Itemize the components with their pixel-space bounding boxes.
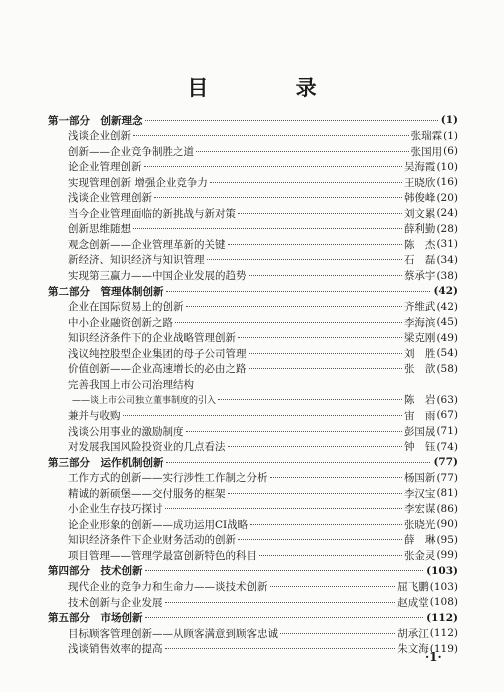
toc-page-number: (28) xyxy=(436,222,458,235)
leader-dots xyxy=(249,368,402,369)
toc-author: 彭国晟 xyxy=(403,425,436,438)
toc-title: 企业在国际贸易上的创新 xyxy=(68,301,184,314)
toc-author: 赵成堂 xyxy=(397,596,429,609)
toc-title: 完善我国上市公司治理结构 xyxy=(68,378,194,391)
toc-page-number: (95) xyxy=(436,533,458,546)
leader-dots xyxy=(228,244,402,245)
toc-title: 知识经济条件下的企业战略管理创新 xyxy=(68,332,236,345)
toc-page-number: (99) xyxy=(436,549,458,562)
toc-page-number: (71) xyxy=(436,425,458,437)
toc-page-number: (1) xyxy=(443,129,458,142)
toc-author: 钟 钰 xyxy=(403,441,436,454)
toc-title: ——谈上市公司独立董事制度的引入 xyxy=(72,396,217,407)
leader-dots xyxy=(175,322,402,323)
toc-title: 第二部分 管理体制创新 xyxy=(48,285,164,298)
toc-title: 浅谈公用事业的激励制度 xyxy=(68,425,184,438)
toc-author: 蔡承宇 xyxy=(403,270,436,282)
toc-page-number: (77) xyxy=(436,471,458,484)
leader-dots xyxy=(270,586,396,587)
toc-title: 价值创新——企业高速增长的必由之路 xyxy=(68,363,247,376)
toc-title: 小企业生存技巧探讨 xyxy=(68,503,163,516)
toc-author: 刘 胜 xyxy=(403,347,436,360)
toc-author: 刘文累 xyxy=(403,207,436,220)
toc-page-number: (86) xyxy=(436,502,458,515)
toc-page-number: (77) xyxy=(433,456,458,469)
toc-page-number: (10) xyxy=(436,160,458,173)
toc-title: 项目管理——管理学最富创新特色的科目 xyxy=(68,549,257,562)
leader-dots xyxy=(259,555,402,556)
toc-title: 对发展我国风险投资业的几点看法 xyxy=(68,441,226,454)
toc-author: 陈 岩 xyxy=(403,394,436,407)
toc-page-number: (108) xyxy=(429,596,458,609)
leader-dots xyxy=(145,617,424,618)
toc-title: 精诚的新硕堡——交付服务的框架 xyxy=(68,487,226,500)
toc-author: 张瑞霖 xyxy=(410,130,443,143)
leader-dots xyxy=(165,602,396,603)
leader-dots xyxy=(270,477,402,478)
toc-author: 胡承江 xyxy=(397,627,429,640)
leader-dots xyxy=(238,213,402,214)
toc-title: 第一部分 创新理念 xyxy=(48,114,143,127)
leader-dots xyxy=(238,539,402,540)
toc-title: 第四部分 技术创新 xyxy=(48,565,143,578)
toc-title: 论企业管理创新 xyxy=(68,161,142,174)
leader-dots xyxy=(228,446,402,447)
leader-dots xyxy=(210,182,402,183)
toc-author: 吴海霞 xyxy=(403,161,436,174)
toc-title: 当今企业管理面临的新挑战与新对策 xyxy=(68,207,236,220)
toc-page-number: (6) xyxy=(443,145,458,158)
toc-entry xyxy=(68,640,458,658)
leader-dots xyxy=(145,570,424,571)
toc-title: 浅谈销售效率的提高 xyxy=(68,643,163,656)
toc-author: 齐维武 xyxy=(403,301,436,314)
toc-page-number: (34) xyxy=(436,253,458,266)
leader-dots xyxy=(228,493,402,494)
toc-page-number: (81) xyxy=(436,487,458,500)
toc-page-number: (38) xyxy=(436,269,458,282)
toc-author: 李汉宝 xyxy=(403,487,436,500)
toc-title: 浅议纯控股型企业集团的母子公司管理 xyxy=(68,347,247,360)
leader-dots xyxy=(249,353,402,354)
toc-page-number: (103) xyxy=(429,580,458,593)
toc-title: 创新——企业竞争制胜之道 xyxy=(68,145,194,158)
toc-author: 张晓光 xyxy=(403,518,436,531)
leader-dots xyxy=(133,135,409,136)
toc-title: 中小企业融资创新之路 xyxy=(68,316,173,329)
leader-dots xyxy=(196,151,409,152)
leader-dots xyxy=(133,228,402,229)
toc-author: 梁克刚 xyxy=(403,332,436,345)
leader-dots xyxy=(280,633,395,634)
toc-author: 薛 琳 xyxy=(403,534,436,547)
leader-dots xyxy=(123,415,402,416)
toc-page-number: (63) xyxy=(436,393,458,406)
toc-author: 宙 雨 xyxy=(403,409,436,422)
toc-author: 屈飞鹏 xyxy=(397,581,429,593)
leader-dots xyxy=(144,166,402,167)
toc-author: 李海滨 xyxy=(403,316,436,329)
toc-page-number: (49) xyxy=(436,331,458,344)
toc-author: 薛利勤 xyxy=(403,223,436,236)
toc-title: 技术创新与企业发展 xyxy=(68,596,163,609)
toc-page-number: (67) xyxy=(436,409,458,422)
toc-title: 知识经济条件下企业财务活动的创新 xyxy=(68,534,236,547)
leader-dots xyxy=(238,337,402,338)
toc-page-number: (42) xyxy=(433,285,458,298)
leader-dots xyxy=(165,648,396,649)
leader-dots xyxy=(249,275,402,276)
toc-page-number: (54) xyxy=(436,347,458,360)
leader-dots xyxy=(166,291,431,292)
toc-page-number: (16) xyxy=(436,176,458,189)
leader-dots xyxy=(218,399,402,400)
toc-title: 现代企业的竞争力和生命力——谈技术创新 xyxy=(68,581,268,593)
toc-author: 杨国新 xyxy=(403,472,436,485)
toc-title: 实现管理创新 增强企业竞争力 xyxy=(68,176,208,189)
toc-page-number: (103) xyxy=(426,564,458,577)
toc-page-number: (1) xyxy=(440,114,458,126)
toc-page-number: (42) xyxy=(436,300,458,313)
toc-title: 目标顾客管理创新——从顾客满意到顾客忠诚 xyxy=(68,627,278,640)
toc-title: 浅谈企业管理创新 xyxy=(68,192,152,205)
toc-author: 李宏谋 xyxy=(403,503,436,516)
toc-page-number: (58) xyxy=(436,362,458,375)
toc-title: 实现第三赢力——中国企业发展的趋势 xyxy=(68,270,247,282)
leader-dots xyxy=(154,197,402,198)
leader-dots xyxy=(165,508,402,509)
toc-title: 观念创新——企业管理革新的关键 xyxy=(68,238,226,251)
toc-title: 论企业形象的创新——成功运用CI战略 xyxy=(68,518,249,531)
leader-dots xyxy=(166,462,431,463)
toc-page-number: (45) xyxy=(436,316,458,329)
leader-dots xyxy=(186,306,402,307)
toc-author: 王晓欣 xyxy=(403,176,436,189)
toc-author: 韩俊峰 xyxy=(403,192,436,205)
toc-page-number: (24) xyxy=(436,207,458,220)
toc-title: 兼并与收购 xyxy=(68,409,121,422)
toc-page-number: (90) xyxy=(436,518,458,531)
toc-page-number: (74) xyxy=(436,440,458,453)
page-number: ·1· xyxy=(425,650,442,664)
toc-page-number: (119) xyxy=(429,642,458,655)
toc-author: 陈 杰 xyxy=(403,238,436,251)
toc-author: 朱文海 xyxy=(397,643,429,656)
toc-author: 张 歆 xyxy=(403,363,436,376)
toc-page-number: (31) xyxy=(436,238,458,251)
toc-title: 工作方式的创新——实行涉性工作制之分析 xyxy=(68,472,268,485)
leader-dots xyxy=(250,524,402,525)
toc-title: 浅谈企业创新 xyxy=(68,130,131,143)
toc-author: 张国用 xyxy=(410,145,443,158)
toc-title: 第五部分 市场创新 xyxy=(48,612,143,625)
toc-page-number: (112) xyxy=(429,627,458,640)
toc-page-number: (112) xyxy=(426,611,458,624)
leader-dots xyxy=(186,431,402,432)
page-title: 目 录 xyxy=(187,75,357,100)
toc-title: 创新思维随想 xyxy=(68,223,131,236)
toc-author: 张金灵 xyxy=(403,549,436,562)
leader-dots xyxy=(145,120,438,121)
toc-title: 新经济、知识经济与知识管理 xyxy=(68,254,205,267)
leader-dots xyxy=(207,259,402,260)
toc-title: 第三部分 运作机制创新 xyxy=(48,456,164,469)
toc-author: 石 磊 xyxy=(403,254,436,267)
toc-page-number: (20) xyxy=(436,191,458,204)
